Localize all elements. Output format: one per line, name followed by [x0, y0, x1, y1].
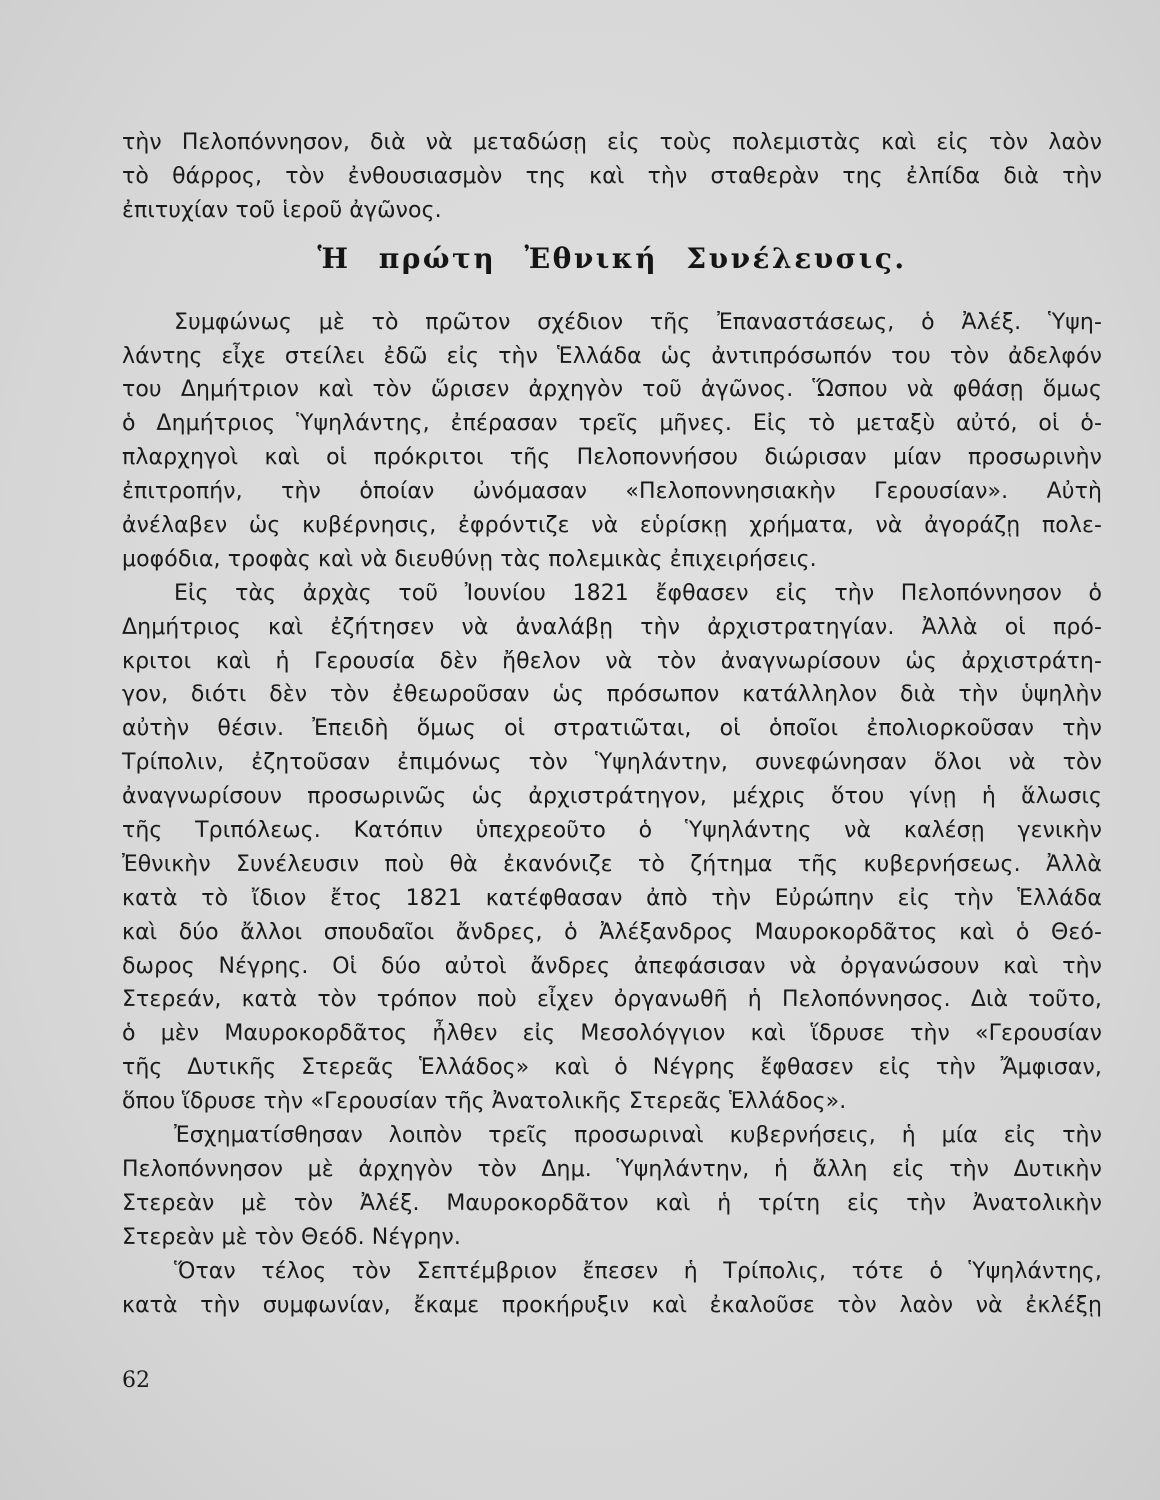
- text-line: ὁ Δημήτριος Ὑψηλάντης, ἐπέρασαν τρεῖς μῆνες. Εἰς τὸ μεταξὺ αὐτό, οἱ ὁ-: [122, 411, 1102, 437]
- page-number: 62: [122, 1368, 150, 1393]
- text-line: Στερεὰν μὲ τὸν Θεόδ. Νέγρην.: [122, 1224, 462, 1250]
- text-line: Εἰς τὰς ἀρχὰς τοῦ Ἰουνίου 1821 ἔφθασεν εἰς τὴν Πελοπόννησον ὁ: [174, 580, 1102, 606]
- text-line: Δημήτριος καὶ ἐζήτησεν νὰ ἀναλάβῃ τὴν ἀρχιστρατηγίαν. Ἀλλὰ οἱ πρό-: [122, 614, 1102, 640]
- page-body: [122, 126, 1102, 1322]
- text-line: ὁ μὲν Μαυροκορδᾶτος ἦλθεν εἰς Μεσολόγγιον καὶ ἵδρυσε τὴν «Γερουσίαν: [122, 1021, 1102, 1047]
- text-line: καὶ δύο ἄλλοι σπουδαῖοι ἄνδρες, ὁ Ἀλέξανδρος Μαυροκορδᾶτος καὶ ὁ Θεό-: [122, 919, 1102, 945]
- text-line: λάντης εἶχε στείλει ἐδῶ εἰς τὴν Ἑλλάδα ὡς ἀντιπρόσωπόν του τὸν ἀδελφόν: [122, 343, 1102, 369]
- text-line: ἀναγνωρίσουν προσωρινῶς ὡς ἀρχιστράτηγον, μέχρις ὅτου γίνῃ ἡ ἅλωσις: [122, 784, 1102, 810]
- text-line: μοφόδια, τροφὰς καὶ νὰ διευθύνῃ τὰς πολεμικὰς ἐπιχειρήσεις.: [122, 546, 817, 572]
- text-line: γον, διότι δὲν τὸν ἐθεωροῦσαν ὡς πρόσωπον κατάλληλον διὰ τὴν ὑψηλὴν: [122, 682, 1102, 708]
- text-line: Ἐθνικὴν Συνέλευσιν ποὺ θὰ ἐκανόνιζε τὸ ζήτημα τῆς κυβερνήσεως. Ἀλλὰ: [122, 851, 1102, 877]
- text-line: Ἐσχηματίσθησαν λοιπὸν τρεῖς προσωριναὶ κυβερνήσεις, ἡ μία εἰς τὴν: [174, 1123, 1102, 1149]
- text-line: ὅπου ἵδρυσε τὴν «Γερουσίαν τῆς Ἀνατολικῆς Στερεᾶς Ἑλλάδος».: [122, 1089, 847, 1115]
- text-line: κριτοι καὶ ἡ Γερουσία δὲν ἤθελον νὰ τὸν ἀναγνωρίσουν ὡς ἀρχιστράτη-: [122, 648, 1102, 674]
- text-line: Πελοπόννησον μὲ ἀρχηγὸν τὸν Δημ. Ὑψηλάντην, ἡ ἄλλη εἰς τὴν Δυτικὴν: [122, 1156, 1102, 1182]
- text-line: τὴν Πελοπόννησον, διὰ νὰ μεταδώσῃ εἰς τοὺς πολεμιστὰς καὶ εἰς τὸν λαὸν: [122, 130, 1102, 155]
- text-line: Στερεάν, κατὰ τὸν τρόπον ποὺ εἶχεν ὀργανωθῆ ἡ Πελοπόννησος. Διὰ τοῦτο,: [122, 987, 1102, 1013]
- text-line: τὸ θάρρος, τὸν ἐνθουσιασμὸν της καὶ τὴν σταθερὰν της ἐλπίδα διὰ τὴν: [122, 163, 1102, 189]
- text-line: ἐπιτυχίαν τοῦ ἱεροῦ ἀγῶνος.: [122, 197, 442, 223]
- text-line: Συμφώνως μὲ τὸ πρῶτον σχέδιον τῆς Ἐπαναστάσεως, ὁ Ἀλέξ. Ὑψη-: [174, 309, 1102, 335]
- text-line: πλαρχηγοὶ καὶ οἱ πρόκριτοι τῆς Πελοποννήσου διώρισαν μίαν προσωρινὴν: [122, 445, 1102, 471]
- text-line: τῆς Τριπόλεως. Κατόπιν ὑπεχρεοῦτο ὁ Ὑψηλάντης νὰ καλέσῃ γενικὴν: [122, 818, 1102, 844]
- text-line: κατὰ τὸ ἴδιον ἔτος 1821 κατέφθασαν ἀπὸ τὴν Εὐρώπην εἰς τὴν Ἑλλάδα: [122, 885, 1102, 911]
- text-line: τῆς Δυτικῆς Στερεᾶς Ἑλλάδος» καὶ ὁ Νέγρης ἔφθασεν εἰς τὴν Ἄμφισαν,: [122, 1055, 1102, 1081]
- section-heading: Ἡ πρώτη Ἐθνική Συνέλευσις.: [317, 241, 907, 275]
- text-line: ἐπιτροπήν, τὴν ὁποίαν ὠνόμασαν «Πελοποννησιακὴν Γερουσίαν». Αὐτὴ: [122, 479, 1102, 505]
- text-line: Ὅταν τέλος τὸν Σεπτέμβριον ἔπεσεν ἡ Τρίπολις, τότε ὁ Ὑψηλάντης,: [174, 1258, 1102, 1284]
- heading-block: [122, 228, 1102, 296]
- text-line: Στερεὰν μὲ τὸν Ἀλέξ. Μαυροκορδᾶτον καὶ ἡ τρίτη εἰς τὴν Ἀνατολικὴν: [122, 1190, 1102, 1216]
- text-line: αὐτὴν θέσιν. Ἐπειδὴ ὅμως οἱ στρατιῶται, οἱ ὁποῖοι ἐπολιορκοῦσαν τὴν: [122, 716, 1102, 742]
- text-line: Τρίπολιν, ἐζητοῦσαν ἐπιμόνως τὸν Ὑψηλάντην, συνεφώνησαν ὅλοι νὰ τὸν: [122, 750, 1102, 776]
- text-line: κατὰ τὴν συμφωνίαν, ἔκαμε προκήρυξιν καὶ ἐκαλοῦσε τὸν λαὸν νὰ ἐκλέξῃ: [122, 1292, 1102, 1318]
- text-line: του Δημήτριον καὶ τὸν ὥρισεν ἀρχηγὸν τοῦ ἀγῶνος. Ὥσπου νὰ φθάσῃ ὅμως: [122, 377, 1102, 403]
- text-line: ἀνέλαβεν ὡς κυβέρνησις, ἐφρόντιζε νὰ εὑρίσκῃ χρήματα, νὰ ἀγοράζῃ πολε-: [122, 513, 1102, 539]
- text-line: δωρος Νέγρης. Οἱ δύο αὐτοὶ ἄνδρες ἀπεφάσισαν νὰ ὀργανώσουν καὶ τὴν: [122, 953, 1102, 979]
